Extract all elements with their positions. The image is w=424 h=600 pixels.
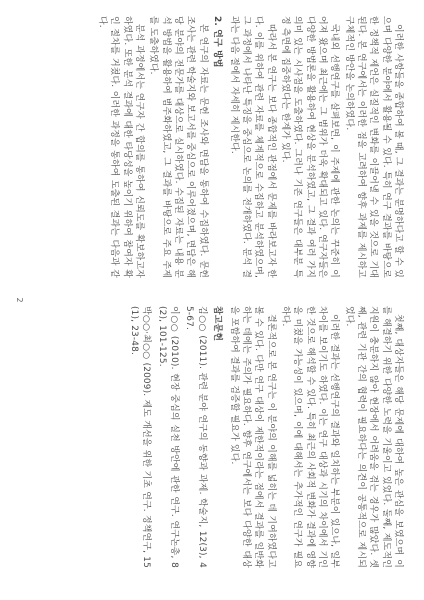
reference-list bbox=[128, 306, 208, 568]
text-column-right bbox=[32, 306, 404, 568]
references-heading: 참고문헌 bbox=[212, 306, 223, 342]
text-column-left bbox=[32, 16, 404, 278]
paragraph: 분석 과정에서는 연구자 간 합의를 통하여 신뢰도를 확보하고자 하였다. 또한 분석 결과에 대한 타당성을 높이기 위하여 참여자 확인 절차를 거쳤다. 이러한 과정을 통하여 도출된 결과는 다음과 같다. bbox=[97, 16, 145, 278]
section-heading: 2. 연구 방법 bbox=[212, 16, 223, 68]
paragraph: 이러한 결과는 선행연구의 결과와 일치하는 부분이 있으나, 일부 차이를 보이기도 하였다. 이는 연구 대상과 시기의 차이에서 기인한 것으로 해석할 수 있다. 특히 최근의 사회적 변화가 결과에 영향을 미쳤을 가능성이 있으며, 이에 대해서는 추가적인 연구가 필요하다. bbox=[279, 306, 340, 568]
paragraph: 이러한 사항들을 종합하여 볼 때, 그 결과는 분명하다고 할 수 있으며 다양한 분야에서 활용될 수 있다. 특히 연구 결과를 바탕으로 한 정책적 제언은 실질적인 변화를 이끌어낼 수 있을 것으로 기대된다. 본 연구에서는 이러한 점을 고려하여 향후 과제를 제시하고 구체적인 방안을 논의하였다. bbox=[343, 16, 403, 278]
paragraph: 따라서 본 연구는 보다 종합적인 관점에서 문제를 바라보고자 한다. 이를 위하여 관련 자료를 체계적으로 수집하고 분석하였으며, 그 과정에서 나타난 특징을 중심으로 논의를 전개하였다. 분석 결과는 다음 절에서 자세히 제시한다. bbox=[228, 16, 276, 278]
reference-entry: 김○○ (2011). 관련 분야 연구의 동향과 과제. 학술지, 12(3), 45-67. bbox=[184, 306, 207, 568]
paragraph: 결론적으로 본 연구는 이 분야의 이해를 넓히는 데 기여하였다고 볼 수 있다. 다만 연구 대상이 제한적이라는 점에서 결과를 일반화하는 데에는 주의가 필요하다. 향후 연구에서는 보다 다양한 대상을 포함하여 결과를 검증할 필요가 있다. bbox=[228, 306, 276, 568]
reference-entry: 이○○ (2010). 현장 중심의 실천 방안에 관한 연구. 연구논총, 8(2), 101-125. bbox=[156, 306, 180, 568]
paragraph: 본 연구의 자료는 문헌 조사와 면담을 통하여 수집하였다. 문헌 조사는 관련 학술지와 보고서를 중심으로 이루어졌으며, 면담은 해당 분야의 전문가를 대상으로 실시하였다. 수집된 자료는 내용 분석 방법을 활용하여 범주화하였고, 그 결과를 바탕으로 주요 주제를 도출하였다. bbox=[148, 16, 208, 278]
paragraph: 국내외 선행연구를 살펴보면, 이 주제에 관한 논의는 꾸준히 이어져 왔으며 최근에는 그 범위가 더욱 확대되고 있다. 연구자들은 다양한 방법론을 활용하여 현상을 분석하였고, 그 결과 여러 가지 의미 있는 시사점을 도출하였다. 그러나 기존 연구들은 대부분 특정 측면에 집중하였다는 한계가 있다. bbox=[279, 16, 340, 278]
page-number: 2 bbox=[15, 297, 24, 303]
reference-entry: 박○○·최○○ (2009). 제도 개선을 위한 기초 연구. 정책연구, 15(1), 23-48. bbox=[129, 306, 152, 568]
paragraph: 첫째, 대상자들은 해당 문제에 대하여 높은 관심을 보였으며 이를 해결하기 위한 다양한 노력을 기울이고 있었다. 둘째, 제도적인 지원이 충분하지 않아 현장에서 어려움을 겪는 경우가 많았다. 셋째, 관련 기관 간의 협력이 필요하다는 의견이 공통적으로 제시되었다. bbox=[343, 306, 403, 568]
